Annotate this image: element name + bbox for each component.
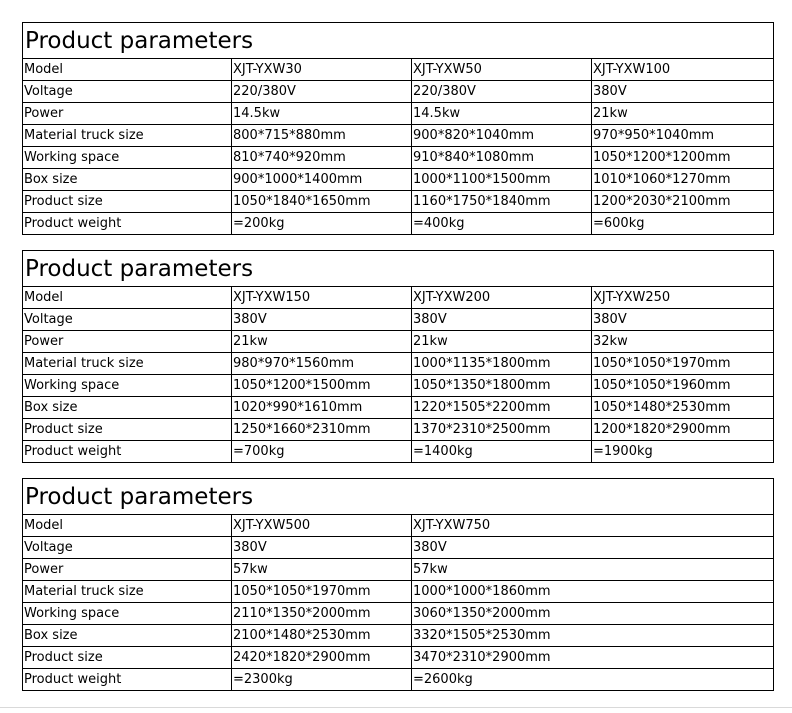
table-cell: 380V [592, 309, 774, 331]
table-cell: 32kw [592, 331, 774, 353]
table-cell: 1050*1840*1650mm [232, 191, 412, 213]
table-cell: 21kw [232, 331, 412, 353]
row-label: Material truck size [23, 125, 232, 147]
table-cell: 380V [412, 309, 592, 331]
table-row-product-weight [23, 669, 774, 691]
table-title-row [23, 251, 774, 287]
table-cell: =1400kg [412, 441, 592, 463]
table-cell: 3470*2310*2900mm [412, 647, 774, 669]
row-label: Product size [23, 647, 232, 669]
table-cell: 380V [232, 537, 412, 559]
table-row-model [23, 287, 774, 309]
table-cell: 14.5kw [412, 103, 592, 125]
table-cell: 910*840*1080mm [412, 147, 592, 169]
table-cell: =400kg [412, 213, 592, 235]
table-cell: XJT-YXW150 [232, 287, 412, 309]
parameters-table-1 [22, 22, 774, 235]
table-cell: 380V [232, 309, 412, 331]
table-cell: 2100*1480*2530mm [232, 625, 412, 647]
table-cell: 380V [412, 537, 774, 559]
table-title-row [23, 23, 774, 59]
table-cell: 2110*1350*2000mm [232, 603, 412, 625]
table-cell: 800*715*880mm [232, 125, 412, 147]
row-label: Product weight [23, 669, 232, 691]
table-title: Product parameters [23, 251, 774, 287]
table-row-box-size [23, 397, 774, 419]
table-cell: 970*950*1040mm [592, 125, 774, 147]
table-cell: 1200*1820*2900mm [592, 419, 774, 441]
table-row-material-truck-size [23, 125, 774, 147]
table-title: Product parameters [23, 23, 774, 59]
table-cell: =1900kg [592, 441, 774, 463]
table-cell: 57kw [412, 559, 774, 581]
table-cell: 1220*1505*2200mm [412, 397, 592, 419]
table-cell: 220/380V [232, 81, 412, 103]
table-title-row [23, 479, 774, 515]
table-cell: 3320*1505*2530mm [412, 625, 774, 647]
table-cell: =600kg [592, 213, 774, 235]
row-label: Product size [23, 419, 232, 441]
table-row-product-size [23, 419, 774, 441]
row-label: Voltage [23, 309, 232, 331]
row-label: Product weight [23, 441, 232, 463]
row-label: Working space [23, 603, 232, 625]
table-cell: 2420*1820*2900mm [232, 647, 412, 669]
table-row-voltage [23, 81, 774, 103]
table-cell: XJT-YXW250 [592, 287, 774, 309]
table-row-voltage [23, 309, 774, 331]
table-title: Product parameters [23, 479, 774, 515]
table-cell: 900*1000*1400mm [232, 169, 412, 191]
row-label: Power [23, 559, 232, 581]
table-row-box-size [23, 169, 774, 191]
table-row-voltage [23, 537, 774, 559]
table-cell: 21kw [592, 103, 774, 125]
table-cell: 1050*1050*1970mm [592, 353, 774, 375]
table-cell: XJT-YXW500 [232, 515, 412, 537]
row-label: Power [23, 331, 232, 353]
table-row-working-space [23, 375, 774, 397]
table-cell: 380V [592, 81, 774, 103]
table-row-power [23, 331, 774, 353]
table-cell: 1050*1200*1500mm [232, 375, 412, 397]
row-label: Material truck size [23, 581, 232, 603]
table-cell: 14.5kw [232, 103, 412, 125]
table-row-product-weight [23, 441, 774, 463]
row-label: Model [23, 515, 232, 537]
table-cell: 57kw [232, 559, 412, 581]
table-row-model [23, 515, 774, 537]
table-cell: 1010*1060*1270mm [592, 169, 774, 191]
table-row-product-size [23, 647, 774, 669]
table-cell: 1050*1050*1960mm [592, 375, 774, 397]
row-label: Material truck size [23, 353, 232, 375]
row-label: Box size [23, 169, 232, 191]
table-cell: =200kg [232, 213, 412, 235]
row-label: Model [23, 59, 232, 81]
row-label: Voltage [23, 537, 232, 559]
table-row-working-space [23, 603, 774, 625]
table-cell: XJT-YXW50 [412, 59, 592, 81]
row-label: Voltage [23, 81, 232, 103]
row-label: Model [23, 287, 232, 309]
table-cell: 220/380V [412, 81, 592, 103]
table-row-model [23, 59, 774, 81]
parameters-table-3 [22, 478, 774, 691]
table-cell: 3060*1350*2000mm [412, 603, 774, 625]
table-cell: 1160*1750*1840mm [412, 191, 592, 213]
table-cell: 1000*1000*1860mm [412, 581, 774, 603]
row-label: Working space [23, 375, 232, 397]
table-cell: 980*970*1560mm [232, 353, 412, 375]
table-cell: 1200*2030*2100mm [592, 191, 774, 213]
parameters-table-2 [22, 250, 774, 463]
table-cell: 1000*1100*1500mm [412, 169, 592, 191]
table-cell: 1000*1135*1800mm [412, 353, 592, 375]
row-label: Working space [23, 147, 232, 169]
table-cell: 21kw [412, 331, 592, 353]
table-row-power [23, 559, 774, 581]
table-cell: XJT-YXW200 [412, 287, 592, 309]
table-cell: 1370*2310*2500mm [412, 419, 592, 441]
row-label: Box size [23, 625, 232, 647]
table-cell: 810*740*920mm [232, 147, 412, 169]
table-cell: 1050*1350*1800mm [412, 375, 592, 397]
table-cell: 900*820*1040mm [412, 125, 592, 147]
table-cell: XJT-YXW30 [232, 59, 412, 81]
table-cell: =2300kg [232, 669, 412, 691]
table-row-product-size [23, 191, 774, 213]
table-cell: =2600kg [412, 669, 774, 691]
table-row-box-size [23, 625, 774, 647]
table-cell: =700kg [232, 441, 412, 463]
table-cell: 1250*1660*2310mm [232, 419, 412, 441]
table-cell: 1050*1050*1970mm [232, 581, 412, 603]
row-label: Box size [23, 397, 232, 419]
page-divider [0, 707, 792, 708]
table-cell: XJT-YXW100 [592, 59, 774, 81]
table-row-material-truck-size [23, 581, 774, 603]
row-label: Product weight [23, 213, 232, 235]
table-row-working-space [23, 147, 774, 169]
row-label: Power [23, 103, 232, 125]
table-cell: 1020*990*1610mm [232, 397, 412, 419]
table-row-material-truck-size [23, 353, 774, 375]
table-row-power [23, 103, 774, 125]
table-cell: 1050*1200*1200mm [592, 147, 774, 169]
table-row-product-weight [23, 213, 774, 235]
table-cell: 1050*1480*2530mm [592, 397, 774, 419]
table-cell: XJT-YXW750 [412, 515, 774, 537]
row-label: Product size [23, 191, 232, 213]
